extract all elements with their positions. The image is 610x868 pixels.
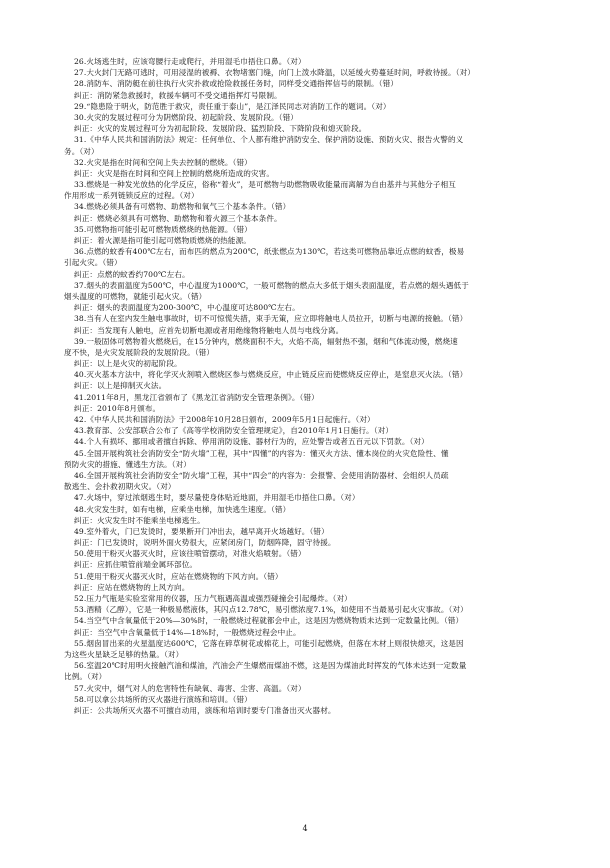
question-line: 42.《中华人民共和国消防法》于2008年10月28日颁布，2009年5月1日起施行。（对） (74, 415, 375, 424)
question-line: 49.室外着火，门已发烫时，要果断开门冲出去，越早离开火场越好。（错） (74, 526, 329, 536)
correction-line: 纠正：门已发烫时，说明外面火势很大，应紧闭房门，防烟阵降，固守待援。 (74, 538, 336, 548)
correction-line: 纠正：火灾发生时不能乘坐电梯逃生。 (74, 515, 205, 525)
continuation-line: 引起火灾。（错） (64, 258, 122, 268)
question-list (64, 56, 550, 716)
question-line: 48.火灾发生时，如有电梯，应乘坐电梯，加快逃生速度。（错） (74, 504, 291, 514)
correction-line: 纠正：当发现有人触电，应首先切断电源或者用绝缘物将触电人员与电线分离。 (74, 325, 344, 335)
continuation-line: 散逃生、会扑救初期火灾。（对） (64, 482, 176, 492)
question-line: 26.火场逃生时，应该弯腰行走或爬行，并用湿毛巾捂住口鼻。（对） (74, 57, 306, 66)
question-line: 33.燃烧是一种发光放热的化学反应，俗称“着火”，是可燃物与助燃物吸收能量而离解为自由基并与其他分子相互 (74, 180, 456, 190)
question-line: 38.当有人在室内发生触电事故时，切不可惊慌失措，束手无策，应立即将触电人员拉开，切断与电源的接触。（错） (74, 314, 468, 324)
correction-line: 纠正：燃烧必须具有可燃物、助燃物和着火源三个基本条件。 (74, 213, 282, 223)
continuation-line: 务。（对） (64, 146, 99, 156)
question-line: 54.当空气中含氧量低于20%—30%时，一般燃烧过程就都会中止，这是因为燃烧物质未达到一定数量比例。（错） (74, 616, 464, 626)
question-line: 31.《中华人民共和国消防法》规定：任何单位、个人都有维护消防安全、保护消防设施、预防火灾、报告火警的义 (74, 135, 464, 145)
question-line: 58.可以拿公共场所的灭火器进行演练和培训。（错） (74, 694, 252, 704)
question-line: 45.全国开展构筑社会消防安全“防火墙”工程，其中“四懂”的内容为：懂灭火方法、懂本岗位的火灾危险性、懂 (74, 448, 449, 458)
correction-line: 纠正：2010年8月颁布。 (74, 403, 161, 413)
question-line: 53.酒精（乙醇），它是一种极易燃液体，其闪点12.78℃，易引燃浓度7.1%，如使用不当最易引起火灾事故。（对） (74, 605, 468, 615)
question-line: 46.全国开展构筑社会消防安全“防火墙”工程，其中“四会”的内容为：会报警、会使用消防器材、会组织人员疏 (74, 470, 449, 480)
question-line: 40.灭火基本方法中，将化学灭火剂喷入燃烧区参与燃烧反应，中止链反应而使燃烧反应停止，是窒息灭火法。（错） (74, 370, 468, 380)
question-line: 56.室温20℃时用明火接触汽油和煤油，汽油会产生爆燃而煤油不燃，这是因为煤油此时挥发的气体未达到一定数量 (74, 661, 467, 671)
correction-line: 纠正：公共场所灭火器不可擅自动用，演练和培训时要专门准备出灭火器材。 (74, 705, 336, 715)
question-line: 50.使用干粉灭火器灭火时，应该往喷管摆动，对准火焰喷射。（错） (74, 549, 306, 559)
continuation-line: 度不快，是火灾发展阶段的发展阶段。（错） (64, 347, 215, 357)
question-line: 35.可燃物指可能引起可燃物质燃烧的热能源。（错） (74, 224, 252, 234)
question-line: 52.压力气瓶是实验室常用的仪器，压力气瓶遇高温或强烈碰撞会引起爆炸。（对） (74, 594, 352, 603)
question-line: 34.燃烧必须具备有可燃物、助燃物和氧气三个基本条件。（错） (74, 202, 291, 212)
correction-line: 纠正：火灾是指在时间和空间上控制的燃烧所造成的灾害。 (74, 168, 275, 178)
question-line: 44.个人有损坏、挪用或者擅自拆除、停用消防设施、器材行为的，应处警告或者五百元以下罚款。（对） (74, 437, 429, 447)
correction-line: 纠正：以上是火灾的初起阶段。 (74, 359, 182, 369)
correction-line: 纠正：烟头的表面温度为200-300℃，中心温度可达800℃左右。 (74, 303, 300, 313)
question-line: 41.2011年8月，黑龙江省颁布了《黑龙江省消防安全管理条例》。（错） (74, 392, 319, 402)
continuation-line: 烟头温度的可燃物，就能引起火灾。（错） (64, 291, 207, 301)
question-line: 43.教育部、公安部联合公布了《高等学校消防安全管理规定》，自2010年1月1日施行。（对） (74, 426, 394, 436)
question-line: 37.烟头的表面温度为500℃，中心温度为1000℃，一般可燃物的燃点大多低于烟头表面温度，若点燃的烟头遇低于 (74, 280, 469, 290)
question-line: 32.火灾是指在时间和空间上失去控制的燃烧。（错） (74, 157, 252, 167)
question-line: 51.使用干粉灭火器灭火时，应站在燃烧物的下风方向。（错） (74, 571, 283, 581)
question-line: 57.火灾中，烟气对人的危害特性有缺氧、毒害、尘害、高温。（对） (74, 683, 306, 693)
correction-line: 纠正：点燃的蚊香约700℃左右。 (74, 269, 190, 279)
correction-line: 纠正：应站在燃烧物的上风方向。 (74, 582, 190, 592)
question-line: 55.烟囱冒出来的火星温度达600℃，它落在碎草树花或棉花上，可能引起燃烧，但落在木材上则很快熄灭，这是因 (74, 638, 464, 648)
question-line: 47.火场中，穿过浓烟逃生时，要尽量使身体贴近地面，并用湿毛巾捂住口鼻。（对） (74, 493, 360, 503)
page-number: 4 (302, 824, 308, 833)
question-line: 29.“隐患险于明火，防范胜于救灾，责任重于泰山”，是江泽民同志对消防工作的题词。（对） (74, 101, 391, 111)
correction-line: 纠正：应抓住喷管前端金属环部位。 (74, 560, 198, 570)
question-line: 30.火灾的发展过程可分为阴燃阶段、初起阶段、发展阶段。（错） (74, 112, 298, 122)
continuation-line: 为这些火星缺乏足够的热量。（对） (64, 649, 184, 659)
question-line: 39.一般固体可燃物着火燃烧后，在15分钟内，燃烧面积不大，火焰不高，辐射热不强，烟和气体流动慢，燃烧速 (74, 336, 458, 346)
question-line: 27.大火封门无路可逃时，可用浸湿的被褥、衣物堵塞门缝，向门上泼水降温，以延缓火势蔓延时间，呼救待援。（对） (74, 68, 475, 78)
question-line: 36.点燃的蚊香有400℃左右，而布匹的燃点为200℃，纸张燃点为130℃，若这类可燃物品靠近点燃的蚊香，极易 (74, 247, 465, 257)
correction-line: 纠正：着火源是指可能引起可燃物质燃烧的热能源。 (74, 236, 251, 245)
continuation-line: 比例。（对） (64, 672, 107, 682)
correction-line: 纠正：火灾的发展过程可分为初起阶段、发展阶段、猛烈阶段、下降阶段和熄灭阶段。 (74, 124, 367, 134)
correction-line: 纠正：消防紧急救援时，救援车辆可不受交通指挥灯号限制。 (74, 90, 282, 100)
continuation-line: 预防火灾的措施、懂逃生方法。（对） (64, 459, 191, 469)
continuation-line: 作用形成一系列链锁反应的过程。（对） (64, 191, 199, 201)
correction-line: 纠正：当空气中含氧量低于14%—18%时，一般燃烧过程会中止。 (74, 627, 301, 637)
question-line: 28.消防车、消防艇在前往执行火灾扑救或抢险救援任务时，同样受交通指挥信号的限制。（错） (74, 79, 399, 89)
correction-line: 纠正：以上是抑制灭火法。 (74, 381, 167, 391)
